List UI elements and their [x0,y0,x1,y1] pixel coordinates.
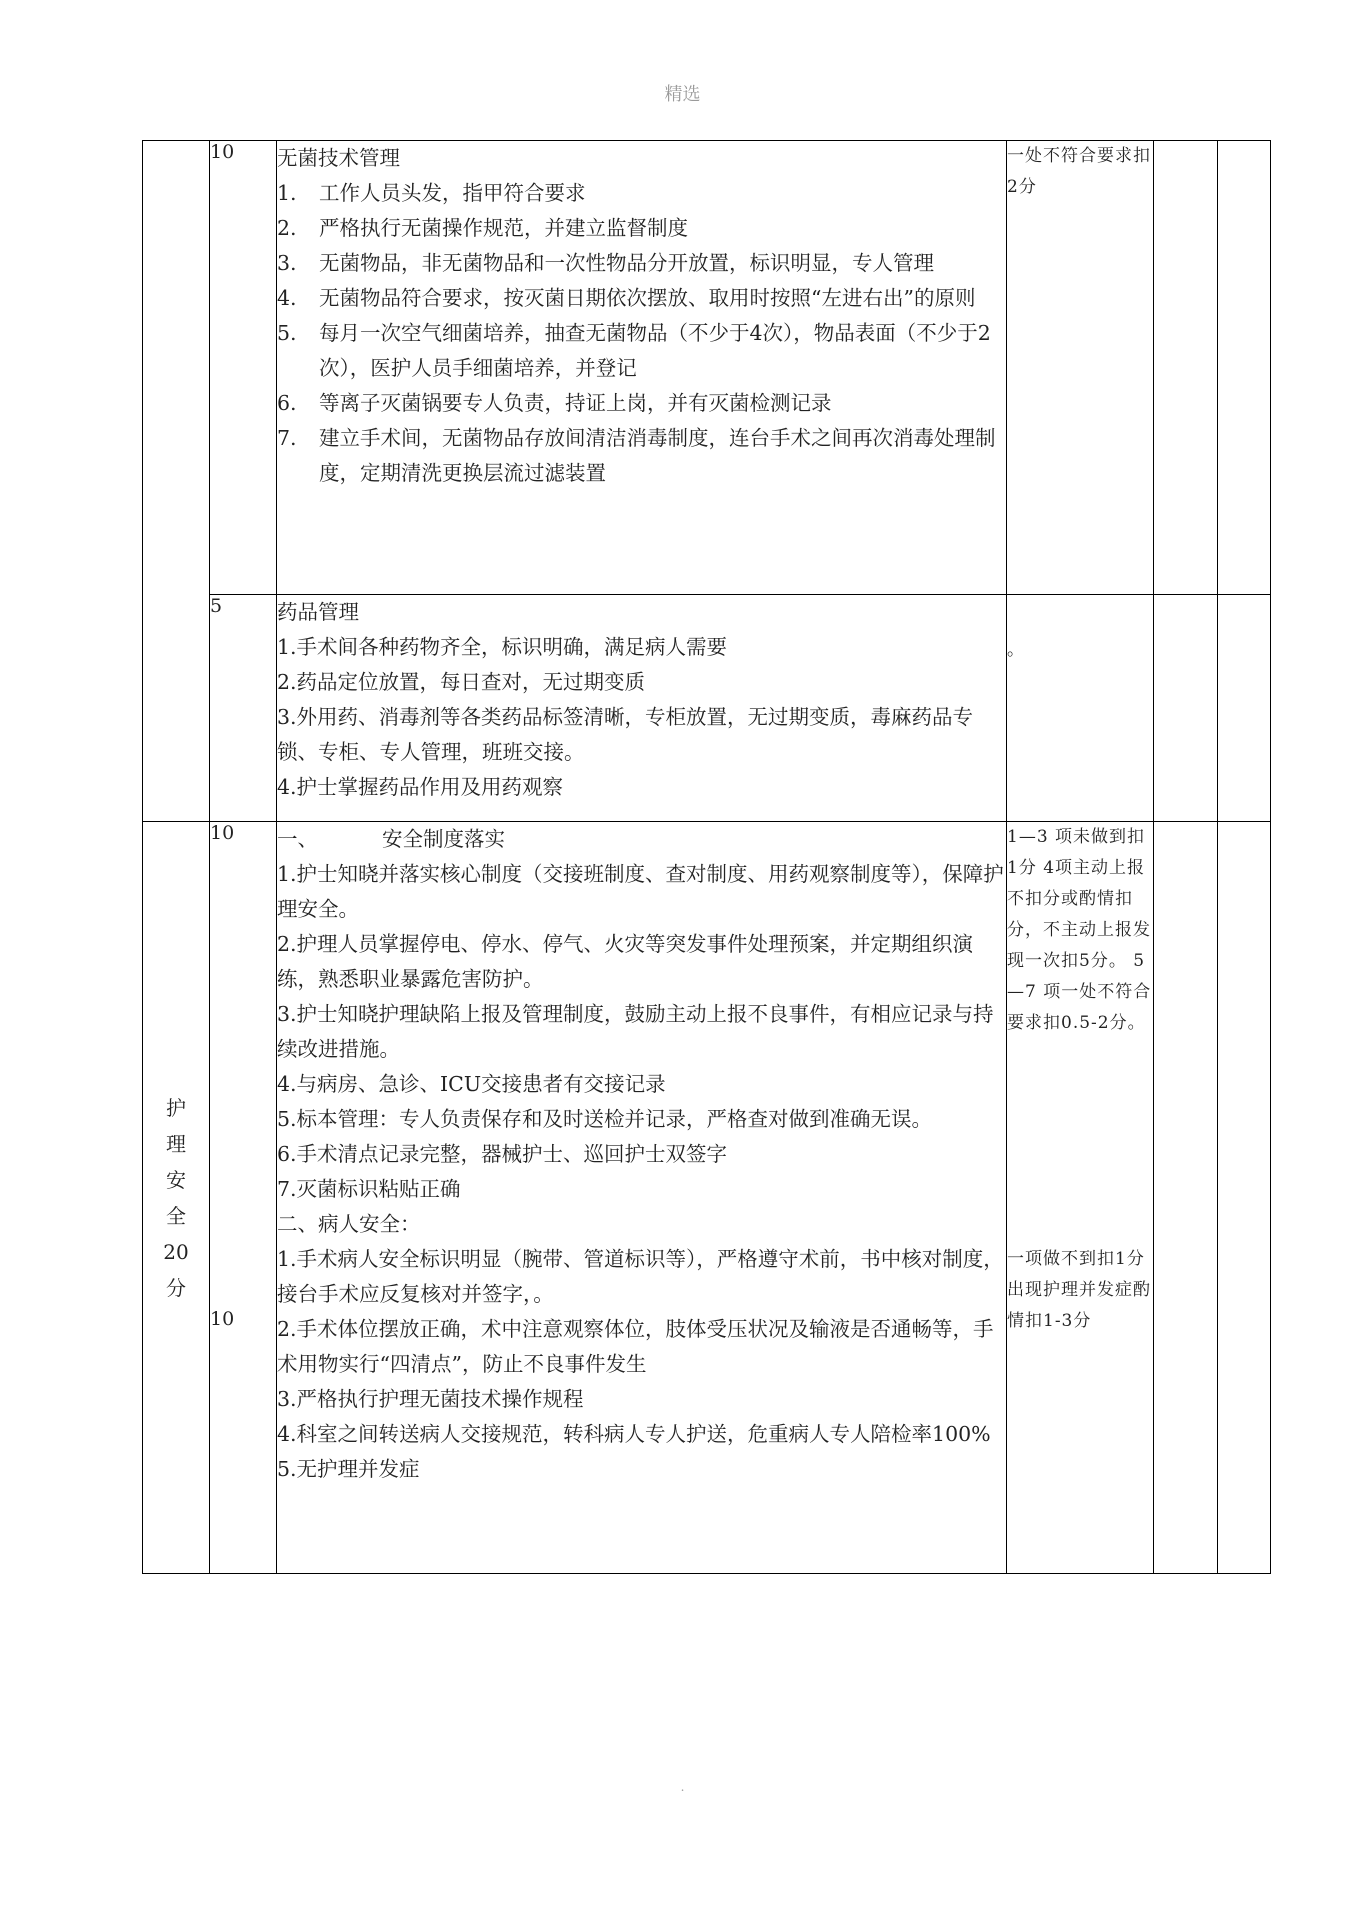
blank-cell [1154,595,1218,822]
score-cell: 10 [210,141,277,595]
content-cell-safety [277,822,1007,1574]
table-row [143,595,1271,822]
list-item: 1.护士知晓并落实核心制度（交接班制度、查对制度、用药观察制度等），保障护理安全。 [277,862,1004,921]
list-item: 7. 建立手术间，无菌物品存放间清洁消毒制度，连台手术之间再次消毒处理制度，定期清洗更换层流过滤装置 [277,426,996,485]
list-item: 5. 每月一次空气细菌培养，抽查无菌物品（不少于4次），物品表面（不少于2次），医护人员手细菌培养，并登记 [277,321,991,380]
list-item: 7.灭菌标识粘贴正确 [277,1177,461,1201]
list-item: 1.手术病人安全标识明显（腕带、管道标识等），严格遵守术前，书中核对制度，接台手术应反复核对并签字，。 [277,1247,1004,1306]
list-item: 4.与病房、急诊、ICU交接患者有交接记录 [277,1072,666,1096]
list-item: 2.药品定位放置，每日查对，无过期变质 [277,670,646,694]
list-item: 5.无护理并发症 [277,1457,420,1481]
section-title: 无菌技术管理 [277,146,400,170]
page-footer: . [680,1780,685,1794]
list-item: 5.标本管理：专人负责保存和及时送检并记录，严格查对做到准确无误。 [277,1107,933,1131]
list-item: 4.科室之间转送病人交接规范，转科病人专人护送，危重病人专人陪检率100% [277,1422,991,1446]
list-item: 6.手术清点记录完整，器械护士、巡回护士双签字 [277,1142,728,1166]
list-item: 2.护理人员掌握停电、停水、停气、火灾等突发事件处理预案，并定期组织演练，熟悉职业暴露危害防护。 [277,932,974,991]
blank-cell [1218,141,1271,595]
score-cell [210,822,277,1574]
content-cell-sterile [277,141,1007,595]
blank-cell [1218,822,1271,1574]
list-item: 4. 无菌物品符合要求，按灭菌日期依次摆放、取用时按照“左进右出”的原则 [277,286,976,310]
list-item: 3. 无菌物品，非无菌物品和一次性物品分开放置，标识明显，专人管理 [277,251,934,275]
page-header: 精选 [664,84,701,105]
deduction-note [1007,822,1154,1574]
list-item: 1.手术间各种药物齐全，标识明确，满足病人需要 [277,635,728,659]
blank-cell [1154,822,1218,1574]
list-item: 6. 等离子灭菌锅要专人负责，持证上岗，并有灭菌检测记录 [277,391,832,415]
deduction-note: 。 [1007,595,1154,822]
list-item: 3.外用药、消毒剂等各类药品标签清晰，专柜放置，无过期变质，毒麻药品专锁、专柜、专人管理，班班交接。 [277,705,974,764]
item-list [277,176,1006,491]
table-row [143,822,1271,1574]
section-title: 二、病人安全： [277,1212,421,1236]
section-title: 药品管理 [277,600,359,624]
list-item: 3.护士知晓护理缺陷上报及管理制度，鼓励主动上报不良事件，有相应记录与持续改进措施。 [277,1002,994,1061]
section-title: 一、 安全制度落实 [277,827,505,851]
deduction-note-safety-system: 1—3 项未做到扣1分 4项主动上报不扣分或酌情扣分，不主动上报发现一次扣5分。 5—7 项一处不符合要求扣0.5-2分。 [1007,827,1152,1033]
score-value: 10 [210,1308,235,1330]
list-item: 2.手术体位摆放正确，术中注意观察体位，肢体受压状况及输液是否通畅等，手术用物实行“四清点”，防止不良事件发生 [277,1317,994,1376]
score-value: 10 [210,822,235,844]
category-cell-nursing-safety: 护 理 安 全 20 分 [143,822,210,1574]
category-cell-empty [143,141,210,822]
deduction-note-patient-safety: 一项做不到扣1分 出现护理并发症酌情扣1-3分 [1007,1249,1151,1331]
table-row [143,141,1271,595]
deduction-note: 一处不符合要求扣2分 [1007,141,1154,595]
list-item: 4.护士掌握药品作用及用药观察 [277,775,564,799]
blank-cell [1154,141,1218,595]
list-item: 1. 工作人员头发，指甲符合要求 [277,181,586,205]
list-item: 3.严格执行护理无菌技术操作规程 [277,1387,584,1411]
score-cell: 5 [210,595,277,822]
list-item: 2. 严格执行无菌操作规范，并建立监督制度 [277,216,688,240]
blank-cell [1218,595,1271,822]
content-cell-medicine [277,595,1007,822]
evaluation-table [142,140,1271,1574]
